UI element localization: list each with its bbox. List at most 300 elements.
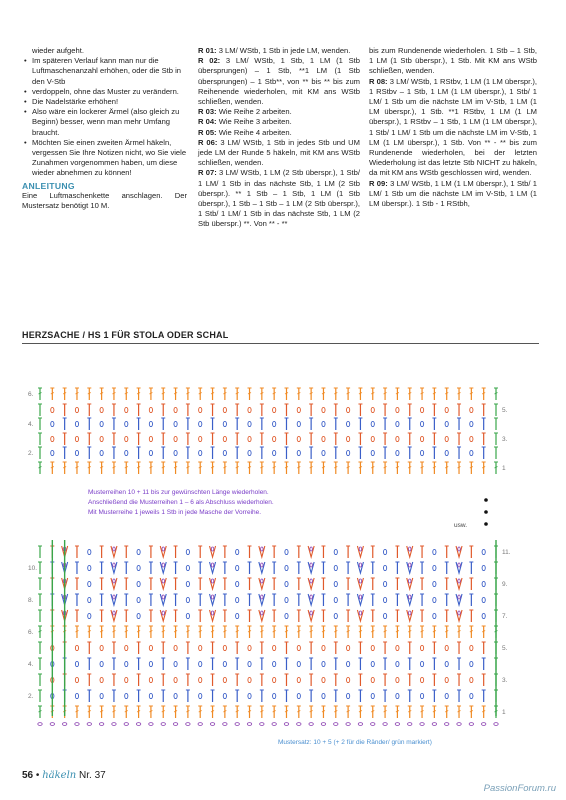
foundation-chain [445,723,449,726]
chain-mark [174,450,177,455]
chain-mark [100,693,103,698]
v-stitch-mark [357,594,363,605]
v-stitch-mark [456,546,462,557]
row-text: 3 LM/ WStb, 1 Stb in jede LM, wenden. [216,46,351,55]
chain-mark [273,450,276,455]
foundation-chain [272,723,276,726]
chain-mark [162,595,164,599]
chain-mark [359,611,361,615]
chain-mark [261,563,263,567]
row-label: R 04: [198,117,217,127]
chain-mark [186,597,189,602]
row-number-label: 5. [502,407,508,414]
row-number-label: 2. [28,693,34,700]
v-stitch-mark [308,562,314,573]
foundation-chain [321,723,325,726]
v-stitch-mark [210,594,216,605]
chain-mark [174,661,177,666]
chain-mark [149,661,152,666]
chain-mark [236,565,239,570]
chain-mark [445,693,448,698]
chain-mark [51,421,54,426]
chain-mark [334,565,337,570]
chain-mark [383,565,386,570]
chain-mark [149,436,152,441]
foundation-chain [371,723,375,726]
row-label: R 03: [198,107,217,117]
foundation-chain [284,723,288,726]
chain-mark [310,547,312,551]
chain-mark [174,407,177,412]
magazine-name: häkeln [42,770,77,781]
chain-mark [334,549,337,554]
chain-mark [310,611,312,615]
foundation-chain [62,723,66,726]
v-stitch-mark [210,562,216,573]
chain-mark [149,450,152,455]
row-label: R 06: [198,137,218,147]
section-divider [22,343,539,344]
v-stitch-mark [160,594,166,605]
chain-mark [334,613,337,618]
chain-mark [409,563,411,567]
chain-mark [273,421,276,426]
v-stitch-mark [357,578,363,589]
chain-mark [100,677,103,682]
chain-mark [297,450,300,455]
foundation-chain [297,723,301,726]
v-stitch-mark [357,562,363,573]
crochet-chart-svg [28,360,538,750]
chain-mark [248,693,251,698]
chain-mark [75,693,78,698]
foundation-chain [75,723,79,726]
chain-mark [174,421,177,426]
row-number-label: 6. [28,391,34,398]
chain-mark [223,436,226,441]
foundation-chain [235,723,239,726]
continuation-dot [484,510,488,514]
foundation-chain [260,723,264,726]
row-text: 3 LM/ WStb, 1 Stb in jedes Stb und UM jede LM der Runde 5 häkeln, mit KM ans WStb schließen, wenden. [198,137,360,168]
chain-mark [420,661,423,666]
v-stitch-mark [407,546,413,557]
v-stitch-mark [456,578,462,589]
chain-mark [396,450,399,455]
list-item: • Möchten Sie einen zweiten Ärmel häkeln, vergessen Sie Ihre Notizen nicht, wo Sie viele Zunahmen vorgenommen haben, um diese wieder abnehmen zu können! [32,138,187,179]
chain-mark [470,421,473,426]
chain-mark [458,547,460,551]
row-text: 3 LM/ WStb, 1 LM (1 LM überspr.), 1 Stb/ 1 LM/ 1 Stb um die nächste LM im V-Stb, 1 LM (1 LM überspr.). 1 Stb - 1 RStbh, [369,178,538,209]
chain-mark [371,645,374,650]
chain-mark [445,645,448,650]
chain-mark [273,645,276,650]
chain-mark [113,611,115,615]
v-stitch-mark [111,578,117,589]
chain-mark [162,563,164,567]
chain-mark [174,677,177,682]
chain-mark [137,549,140,554]
v-stitch-mark [407,610,413,621]
foundation-chain [420,723,424,726]
chain-mark [334,597,337,602]
row-number-label: 5. [502,645,508,652]
foundation-chain [136,723,140,726]
row-label: R 01: [198,46,217,55]
row-text: Wie Reihe 2 arbeiten. [216,107,292,117]
chain-mark [199,450,202,455]
chain-mark [248,661,251,666]
chain-mark [223,645,226,650]
chain-mark [347,677,350,682]
chain-mark [285,581,288,586]
row-number-label: 9. [502,581,508,588]
chain-mark [162,547,164,551]
chain-mark [199,677,202,682]
chain-mark [125,407,128,412]
foundation-chain [408,723,412,726]
chain-mark [396,693,399,698]
chain-mark [248,677,251,682]
chain-mark [396,407,399,412]
chain-mark [322,661,325,666]
row-number-label: 3. [502,436,508,443]
foundation-chain [161,723,165,726]
chain-mark [199,693,202,698]
chain-mark [248,645,251,650]
instruction-row [198,168,360,229]
chain-mark [371,450,374,455]
row-number-label: 1 [502,709,506,716]
chain-mark [470,645,473,650]
chain-mark [482,597,485,602]
chain-mark [322,450,325,455]
row-label: R 05: [198,127,217,137]
v-stitch-mark [160,610,166,621]
foundation-chain [149,723,153,726]
chain-mark [347,661,350,666]
chain-mark [137,597,140,602]
chain-mark [433,613,436,618]
row-number-label: 11. [502,549,511,556]
repeat-caption: Mustersatz: 10 + 5 (+ 2 für die Ränder/ grün markiert) [278,739,432,746]
chain-mark [445,407,448,412]
chain-mark [75,407,78,412]
v-stitch-mark [210,546,216,557]
row-number-label: 4. [28,661,34,668]
chain-mark [445,436,448,441]
v-stitch-mark [407,578,413,589]
chain-mark [75,450,78,455]
footer-bullet: • [35,770,40,781]
chain-mark [162,579,164,583]
chain-mark [470,450,473,455]
chain-mark [149,693,152,698]
page-number: 56 [22,770,34,781]
foundation-chain [50,723,54,726]
v-stitch-mark [407,562,413,573]
text-column-3 [369,46,537,209]
chain-mark [470,407,473,412]
chain-mark [113,563,115,567]
pattern-note: Anschließend die Musterreihen 1 – 6 als Abschluss wiederholen. [88,499,274,506]
instruction-row [198,46,360,56]
chain-mark [297,677,300,682]
v-stitch-mark [111,610,117,621]
chain-mark [322,407,325,412]
foundation-chain [383,723,387,726]
foundation-chain [346,723,350,726]
foundation-chain [334,723,338,726]
chain-mark [51,436,54,441]
chain-mark [261,547,263,551]
chain-mark [470,693,473,698]
chain-mark [125,645,128,650]
chain-mark [236,597,239,602]
chain-mark [211,547,213,551]
chain-mark [396,661,399,666]
chain-mark [359,563,361,567]
chain-mark [211,579,213,583]
text-column-2 [198,46,360,230]
chain-mark [347,436,350,441]
chain-mark [371,436,374,441]
chain-mark [248,436,251,441]
chain-mark [236,613,239,618]
chain-mark [347,407,350,412]
chain-mark [482,565,485,570]
pattern-note: Musterreihen 10 + 11 bis zur gewünschten Länge wiederholen. [88,489,269,496]
list-item: • Die Nadelstärke erhöhen! [32,97,187,107]
row-number-label: 8. [28,597,34,604]
row-label: R 09: [369,178,388,188]
chain-mark [137,613,140,618]
foundation-chain [210,723,214,726]
chain-mark [420,450,423,455]
chain-mark [199,645,202,650]
chain-mark [470,436,473,441]
chain-mark [322,693,325,698]
foundation-chain [38,723,42,726]
foundation-chain [87,723,91,726]
chain-mark [458,611,460,615]
chain-mark [125,421,128,426]
continuation-dot [484,498,488,502]
v-stitch-mark [456,594,462,605]
chain-mark [199,436,202,441]
chain-mark [420,436,423,441]
chain-mark [186,565,189,570]
row-label: R 07: [198,168,217,178]
chain-mark [223,407,226,412]
chain-mark [445,421,448,426]
chain-mark [75,661,78,666]
lead-text: wieder aufgeht. [32,46,84,55]
chain-mark [149,645,152,650]
row-number-label: 4. [28,421,34,428]
intro-text: bis zum Rundenende wiederholen. 1 Stb – 1 Stb, 1 LM (1 Stb überspr.), 1 Stb. Mit KM ans WStb schließen, wenden. [369,46,537,76]
watermark: PassionForum.ru [483,783,556,794]
v-stitch-mark [456,562,462,573]
chain-mark [223,693,226,698]
chain-mark [88,581,91,586]
chain-mark [261,611,263,615]
chain-mark [470,677,473,682]
row-label: R 08: [369,76,388,86]
row-text: Wie Reihe 4 arbeiten. [216,127,292,137]
chain-mark [186,613,189,618]
v-stitch-mark [308,546,314,557]
chain-mark [75,645,78,650]
chain-mark [482,581,485,586]
chain-mark [186,581,189,586]
v-stitch-mark [160,546,166,557]
chain-mark [51,450,54,455]
chain-mark [113,579,115,583]
pattern-note: Mit Musterreihe 1 jeweils 1 Stb in jede Masche der Vorreihe. [88,509,262,516]
list-item: • Im späteren Verlauf kann man nur die Luftmaschenanzahl erhöhen, oder die Stb in den V-Stb [32,56,187,87]
chain-mark [75,677,78,682]
v-stitch-mark [308,610,314,621]
chain-mark [211,563,213,567]
instruction-row [198,117,360,127]
chain-mark [174,693,177,698]
chain-mark [248,407,251,412]
foundation-chain [494,723,498,726]
foundation-chain [173,723,177,726]
chain-mark [383,613,386,618]
chain-mark [75,421,78,426]
chain-mark [273,407,276,412]
chain-mark [297,421,300,426]
chain-mark [88,597,91,602]
chain-mark [88,613,91,618]
chain-mark [383,549,386,554]
row-text: 3 LM/ WStb, 1 Stb, 1 LM (1 Stb übersprungen) – 1 Stb, **1 LM (1 Stb übersprungen) – 1 Stb**, von ** bis ** bis zum Reihenende wiederholen, mit KM ans WStb schließen, wenden. [198,56,360,107]
chain-mark [199,407,202,412]
chain-mark [409,595,411,599]
foundation-chain [223,723,227,726]
anleitung-heading: ANLEITUNG [22,180,75,191]
chain-mark [174,436,177,441]
chain-mark [113,595,115,599]
foundation-chain [247,723,251,726]
v-stitch-mark [456,610,462,621]
foundation-chain [309,723,313,726]
instruction-row [198,107,360,117]
chain-mark [125,661,128,666]
instruction-row [198,138,360,169]
row-number-label: 2. [28,450,34,457]
chain-mark [347,450,350,455]
foundation-chain [198,723,202,726]
chain-mark [297,645,300,650]
chain-mark [236,549,239,554]
v-stitch-mark [357,546,363,557]
foundation-chain [469,723,473,726]
crochet-chart [28,360,538,750]
chain-mark [125,450,128,455]
chain-mark [149,677,152,682]
chain-mark [199,661,202,666]
chain-mark [125,436,128,441]
chain-mark [211,595,213,599]
chain-mark [100,645,103,650]
section-title: HERZSACHE / HS 1 FÜR STOLA ODER SCHAL [22,330,229,340]
v-stitch-mark [160,578,166,589]
chain-mark [470,661,473,666]
chain-mark [236,581,239,586]
row-text: 3 LM/ WStb, 1 RStbv, 1 LM (1 LM überspr.), 1 RStbv – 1 Stb, 1 LM (1 LM überspr.), 1 Stb/ 1 LM/ 1 Stb um die nächste LM im V-Stb, 1 LM (1 LM überspr.), 1 Stb. **1 RStbv, 1 LM (1 LM überspr.), 1 RStbv – 1 Stb, 1 LM (1 LM überspr.), 1 Stb/ 1 LM/ 1 Stb um die nächste LM im V-Stb, 1 LM (1 LM überspr.), 1 Stb. Von ** - ** bis zum Rundenende wiederholen, bei der letzten Wiederholung ist das letzte Stb NICHT zu häkeln, da mit KM ans WStb geschlossen wird, wenden. [369,76,537,178]
chain-mark [396,436,399,441]
foundation-chain [99,723,103,726]
chain-mark [285,549,288,554]
tips-list [22,56,187,178]
chain-mark [125,677,128,682]
chain-mark [199,421,202,426]
chain-mark [420,645,423,650]
chain-mark [285,565,288,570]
chain-mark [100,661,103,666]
list-item: • Also wäre ein lockerer Ärmel (also gleich zu Beginn) besser, wenn man mehr Umfang braucht. [32,107,187,138]
row-number-label: 3. [502,677,508,684]
chain-mark [310,595,312,599]
v-stitch-mark [407,594,413,605]
chain-mark [261,579,263,583]
anleitung-text: Eine Luftmaschenkette anschlagen. Der Mustersatz benötigt 10 M. [22,190,187,211]
chain-mark [273,436,276,441]
chain-mark [113,547,115,551]
instruction-row [369,179,537,210]
chain-mark [433,597,436,602]
v-stitch-mark [259,546,265,557]
chain-mark [396,645,399,650]
chain-mark [100,407,103,412]
chain-mark [445,450,448,455]
chain-mark [458,579,460,583]
foundation-chain [112,723,116,726]
v-stitch-mark [259,594,265,605]
chain-mark [409,611,411,615]
chain-mark [261,595,263,599]
chain-mark [273,693,276,698]
foundation-chain [124,723,128,726]
chain-mark [137,581,140,586]
row-text: 3 LM/ WStb, 1 LM (2 Stb überspr.), 1 Stb/ 1 LM/ 1 Stb in das nächste Stb, 1 LM (2 Stb überspr.). ** 1 Stb – 1 Stb, 1 LM (1 Stb überspr.), 1 Stb – 1 Stb – 1 LM (2 Stb überspr.), 1 Stb/ 1 LM/ 1 Stb in das nächste Stb, 1 LM (2 Stb überspr.) **. Von ** - ** [198,168,360,229]
chain-mark [322,645,325,650]
chain-mark [162,611,164,615]
row-text: Wie Reihe 3 arbeiten. [216,117,292,127]
chain-mark [409,547,411,551]
foundation-chain [186,723,190,726]
continuation-dot [484,522,488,526]
chain-mark [100,436,103,441]
chain-mark [420,677,423,682]
v-stitch-mark [357,610,363,621]
chain-mark [359,595,361,599]
v-stitch-mark [111,562,117,573]
v-stitch-mark [210,578,216,589]
chain-mark [186,549,189,554]
chain-mark [347,693,350,698]
chain-mark [371,421,374,426]
chain-mark [371,661,374,666]
chain-mark [211,611,213,615]
chain-mark [371,693,374,698]
chain-mark [409,579,411,583]
chain-mark [371,407,374,412]
row-number-label: 1 [502,465,506,472]
